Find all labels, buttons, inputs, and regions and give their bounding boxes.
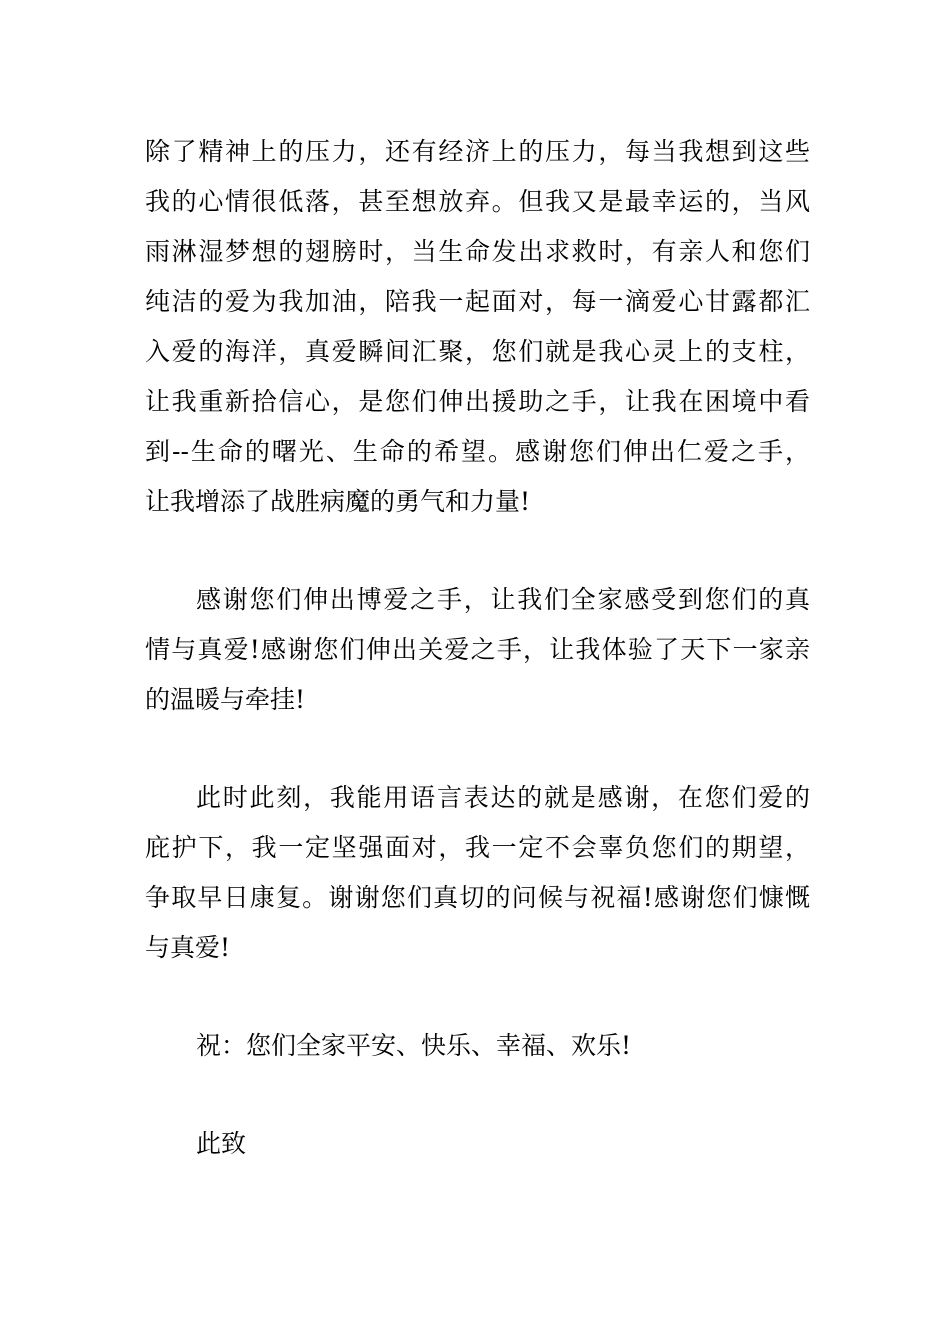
paragraph-3-line-4: 与真爱! (145, 933, 231, 962)
paragraph-1-line-3: 雨淋湿梦想的翅膀时，当生命发出求救时，有亲人和您们 (145, 237, 810, 266)
paragraph-3-line-2: 庇护下，我一定坚强面对，我一定不会辜负您们的期望， (145, 833, 810, 862)
paragraph-1-line-7: 到--生命的曙光、生命的希望。感谢您们伸出仁爱之手， (145, 437, 810, 466)
paragraph-3-line-1: 此时此刻，我能用语言表达的就是感谢，在您们爱的 (196, 783, 810, 812)
paragraph-1-line-5: 入爱的海洋，真爱瞬间汇聚，您们就是我心灵上的支柱， (145, 337, 810, 366)
paragraph-2-line-3: 的温暖与牵挂! (145, 685, 306, 714)
closing-line: 此致 (196, 1129, 247, 1158)
paragraph-1-line-6: 让我重新拾信心，是您们伸出援助之手，让我在困境中看 (145, 387, 810, 416)
paragraph-1-line-2: 我的心情很低落，甚至想放弃。但我又是最幸运的，当风 (145, 187, 810, 216)
paragraph-2-line-2: 情与真爱!感谢您们伸出关爱之手，让我体验了天下一家亲 (145, 635, 810, 664)
paragraph-1-line-8: 让我增添了战胜病魔的勇气和力量! (145, 487, 531, 516)
paragraph-1-line-4: 纯洁的爱为我加油，陪我一起面对，每一滴爱心甘露都汇 (145, 287, 810, 316)
paragraph-2-line-1: 感谢您们伸出博爱之手，让我们全家感受到您们的真 (196, 585, 810, 614)
blessing-line: 祝：您们全家平安、快乐、幸福、欢乐! (196, 1031, 632, 1060)
paragraph-3-line-3: 争取早日康复。谢谢您们真切的问候与祝福!感谢您们慷慨 (145, 883, 810, 912)
paragraph-1-line-1: 除了精神上的压力，还有经济上的压力，每当我想到这些 (145, 137, 810, 166)
